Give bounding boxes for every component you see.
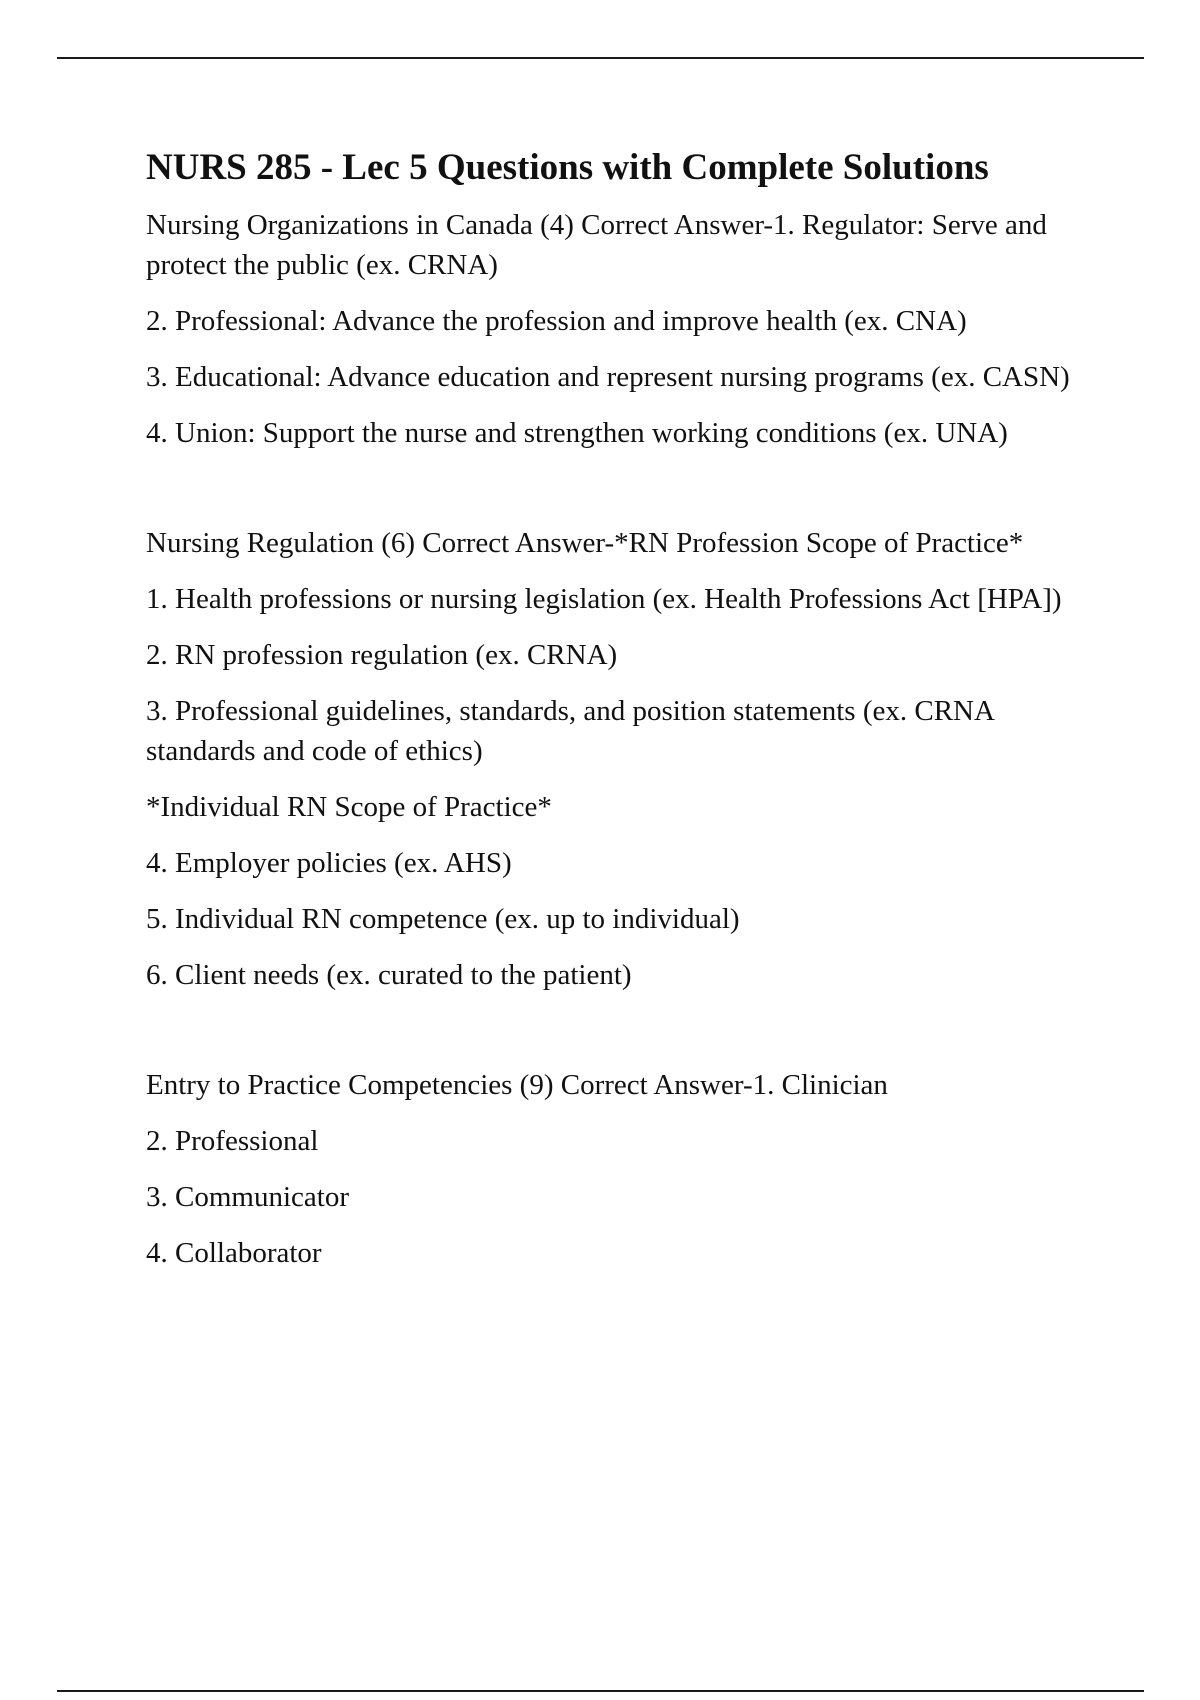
answer-item: 2. Professional — [146, 1125, 319, 1157]
answer-item: 2. RN profession regulation (ex. CRNA) — [146, 639, 618, 671]
answer-subheading: *Individual RN Scope of Practice* — [146, 791, 552, 823]
section-spacer — [146, 469, 1086, 523]
question-paragraph: Nursing Regulation (6) Correct Answer-*RN Profession Scope of Practice* — [146, 527, 1024, 559]
answer-item: 4. Employer policies (ex. AHS) — [146, 847, 512, 879]
footer-rule — [57, 1690, 1144, 1692]
question-paragraph: Entry to Practice Competencies (9) Correct Answer-1. Clinician — [146, 1069, 888, 1101]
answer-item: 5. Individual RN competence (ex. up to individual) — [146, 903, 740, 935]
section-spacer — [146, 1011, 1086, 1065]
answer-item: 6. Client needs (ex. curated to the patient) — [146, 959, 632, 991]
section-nursing-regulation — [146, 523, 1086, 995]
answer-item: 2. Professional: Advance the profession and improve health (ex. CNA) — [146, 305, 967, 337]
question-paragraph: Nursing Organizations in Canada (4) Correct Answer-1. Regulator: Serve and protect the public (ex. CRNA) — [146, 209, 1047, 281]
answer-item: 3. Communicator — [146, 1181, 349, 1213]
section-entry-to-practice — [146, 1065, 1086, 1273]
document-body — [146, 142, 1086, 1289]
answer-item: 3. Professional guidelines, standards, and position statements (ex. CRNA standards and code of ethics) — [146, 695, 994, 767]
answer-item: 4. Union: Support the nurse and strengthen working conditions (ex. UNA) — [146, 417, 1008, 449]
answer-item: 4. Collaborator — [146, 1237, 322, 1269]
answer-item: 3. Educational: Advance education and represent nursing programs (ex. CASN) — [146, 361, 1070, 393]
header-rule — [57, 57, 1144, 59]
document-title: NURS 285 - Lec 5 Questions with Complete Solutions — [146, 147, 989, 188]
answer-item: 1. Health professions or nursing legislation (ex. Health Professions Act [HPA]) — [146, 583, 1062, 615]
section-nursing-organizations — [146, 205, 1086, 453]
